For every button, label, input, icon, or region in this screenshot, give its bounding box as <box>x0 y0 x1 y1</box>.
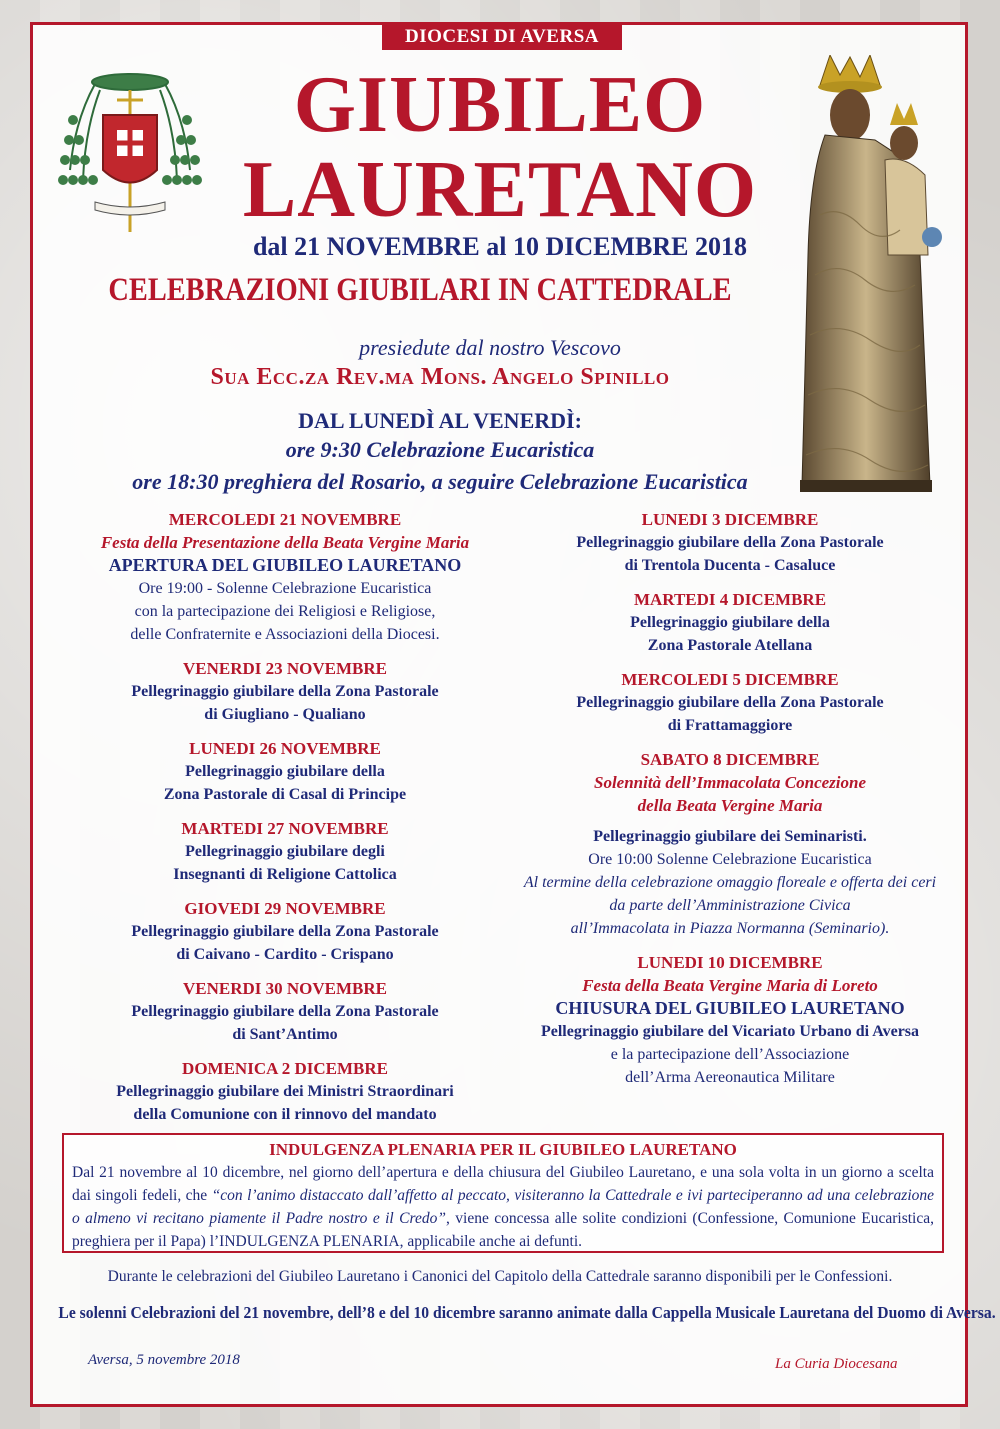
event-feast: Festa della Beata Vergine Maria di Loreto <box>582 976 878 995</box>
indulgence-text-part: Dal 21 novembre al 10 dicembre, nel giorno dell’apertura e della chiusura del Giubileo Lauretano, e una sola volta in un giorno a scelta dai singoli fedeli, che <box>72 1164 934 1204</box>
event-title: Pellegrinaggio giubilare dei Seminaristi. <box>593 828 867 845</box>
event-date: SABATO 8 DICEMBRE <box>640 750 820 769</box>
indulgence-title: INDULGENZA PLENARIA PER IL GIUBILEO LAURETANO <box>269 1140 737 1159</box>
event-line: e la partecipazione dell’Associazione <box>610 1046 850 1063</box>
event-line: della Comunione con il rinnovo del mandato <box>133 1106 437 1123</box>
celebrations-heading: CELEBRAZIONI GIUBILARI IN CATTEDRALE <box>108 272 732 308</box>
event-line: di Giugliano - Qualiano <box>204 706 366 723</box>
event-line: Pellegrinaggio giubilare del Vicariato Urbano di Aversa <box>540 1023 920 1040</box>
event-feast: Solennità dell’Immacolata Concezione <box>593 773 866 792</box>
event-date: LUNEDI 3 DICEMBRE <box>641 510 819 529</box>
event-line: Pellegrinaggio giubilare della Zona Pastorale <box>131 683 439 700</box>
event-line: Pellegrinaggio giubilare degli <box>185 843 385 860</box>
event-date: VENERDI 23 NOVEMBRE <box>182 659 388 678</box>
event-line: Pellegrinaggio giubilare della <box>630 614 830 631</box>
date-range: dal 21 NOVEMBRE al 10 DICEMBRE 2018 <box>252 232 748 261</box>
event-date: LUNEDI 26 NOVEMBRE <box>189 739 381 758</box>
schedule-item <box>500 951 960 1089</box>
event-date: DOMENICA 2 DICEMBRE <box>182 1059 388 1078</box>
madonna-di-loreto-statue-icon <box>780 55 955 495</box>
schedule-item <box>55 657 515 726</box>
schedule-item <box>500 748 960 940</box>
event-line: Ore 10:00 Solenne Celebrazione Eucaristica <box>588 851 872 868</box>
schedule-item <box>55 737 515 806</box>
morning-mass: ore 9:30 Celebrazione Eucaristica <box>285 437 595 462</box>
event-note: all’Immacolata in Piazza Normanna (Seminario). <box>570 920 890 937</box>
event-line: di Frattamaggiore <box>667 717 793 734</box>
event-title: CHIUSURA DEL GIUBILEO LAURETANO <box>555 998 905 1018</box>
schedule-item <box>55 977 515 1046</box>
bishop-name: Sua Ecc.za Rev.ma Mons. Angelo Spinillo <box>210 364 670 390</box>
event-line: con la partecipazione dei Religiosi e Religiose, <box>134 603 436 620</box>
indulgence-box <box>62 1133 944 1253</box>
event-title: APERTURA DEL GIUBILEO LAURETANO <box>108 555 462 575</box>
event-line: Pellegrinaggio giubilare della Zona Pastorale <box>576 694 884 711</box>
event-date: MERCOLEDI 21 NOVEMBRE <box>168 510 402 529</box>
right-schedule-column <box>500 508 960 1089</box>
event-note: da parte dell’Amministrazione Civica <box>609 897 851 914</box>
event-feast: Festa della Presentazione della Beata Vergine Maria <box>100 533 470 552</box>
event-line: delle Confraternite e Associazioni della Diocesi. <box>130 626 440 643</box>
event-feast: della Beata Vergine Maria <box>637 796 823 815</box>
event-line: di Caivano - Cardito - Crispano <box>176 946 394 963</box>
place-date: Aversa, 5 novembre 2018 <box>88 1352 240 1368</box>
event-note: Al termine della celebrazione omaggio floreale e offerta dei ceri <box>523 874 937 891</box>
signature: La Curia Diocesana <box>775 1356 898 1372</box>
event-line: Pellegrinaggio giubilare della <box>185 763 385 780</box>
left-schedule-column <box>55 508 515 1126</box>
schedule-item <box>55 817 515 886</box>
diocesi-banner: DIOCESI DI AVERSA <box>382 24 622 50</box>
event-line: Insegnanti di Religione Cattolica <box>173 866 397 883</box>
indulgence-text <box>72 1161 934 1253</box>
event-line: Pellegrinaggio giubilare dei Ministri Straordinari <box>116 1083 454 1100</box>
event-line: Pellegrinaggio giubilare della Zona Pastorale <box>576 534 884 551</box>
title-line2: LAURETANO <box>242 146 758 234</box>
event-line: Pellegrinaggio giubilare della Zona Pastorale <box>131 923 439 940</box>
coat-of-arms-icon <box>55 60 205 235</box>
event-date: LUNEDI 10 DICEMBRE <box>637 953 823 972</box>
schedule-item <box>55 508 515 646</box>
schedule-item <box>500 588 960 657</box>
schedule-item <box>500 508 960 577</box>
schedule-item <box>500 668 960 737</box>
event-line: Zona Pastorale Atellana <box>647 637 813 654</box>
event-date: MARTEDI 27 NOVEMBRE <box>181 819 389 838</box>
event-date: MARTEDI 4 DICEMBRE <box>633 590 827 609</box>
event-date: MERCOLEDI 5 DICEMBRE <box>621 670 839 689</box>
presided-by: presiedute dal nostro Vescovo <box>359 335 621 360</box>
event-date: VENERDI 30 NOVEMBRE <box>182 979 388 998</box>
event-line: Zona Pastorale di Casal di Principe <box>163 786 407 803</box>
event-line: Pellegrinaggio giubilare della Zona Pastorale <box>131 1003 439 1020</box>
event-date: GIOVEDI 29 NOVEMBRE <box>184 899 386 918</box>
schedule-item <box>55 897 515 966</box>
schedule-item <box>55 1057 515 1126</box>
indulgence-text-part: , viene concessa alle solite condizioni (Confessione, Comunione Eucaristica, preghiera per il Papa) l’INDULGENZA PLENARIA, applicabile anche ai defunti. <box>72 1210 934 1250</box>
music-note: Le solenni Celebrazioni del 21 novembre, dell’8 e del 10 dicembre saranno animate dalla Cappella Musicale Lauretana del Duomo di Aversa. <box>58 1303 996 1322</box>
indulgence-quote: “con l’animo distaccato dall’affetto al peccato, visiteranno la Cattedrale e ivi parteciperanno ad una celebrazione o almeno vi recitano piamente il Padre nostro e il Credo” <box>72 1187 935 1227</box>
event-line: Ore 19:00 - Solenne Celebrazione Eucaristica <box>138 580 432 597</box>
event-line: di Sant’Antimo <box>232 1026 338 1043</box>
confessions-note: Durante le celebrazioni del Giubileo Lauretano i Canonici del Capitolo della Cattedrale saranno disponibili per le Confessioni. <box>107 1268 893 1285</box>
evening-rosary: ore 18:30 preghiera del Rosario, a seguire Celebrazione Eucaristica <box>132 469 748 494</box>
title-line1: GIUBILEO <box>293 61 707 149</box>
event-line: di Trentola Ducenta - Casaluce <box>624 557 836 574</box>
weekdays-heading: DAL LUNEDÌ AL VENERDÌ: <box>298 408 582 433</box>
event-line: dell’Arma Aereonautica Militare <box>625 1069 835 1086</box>
